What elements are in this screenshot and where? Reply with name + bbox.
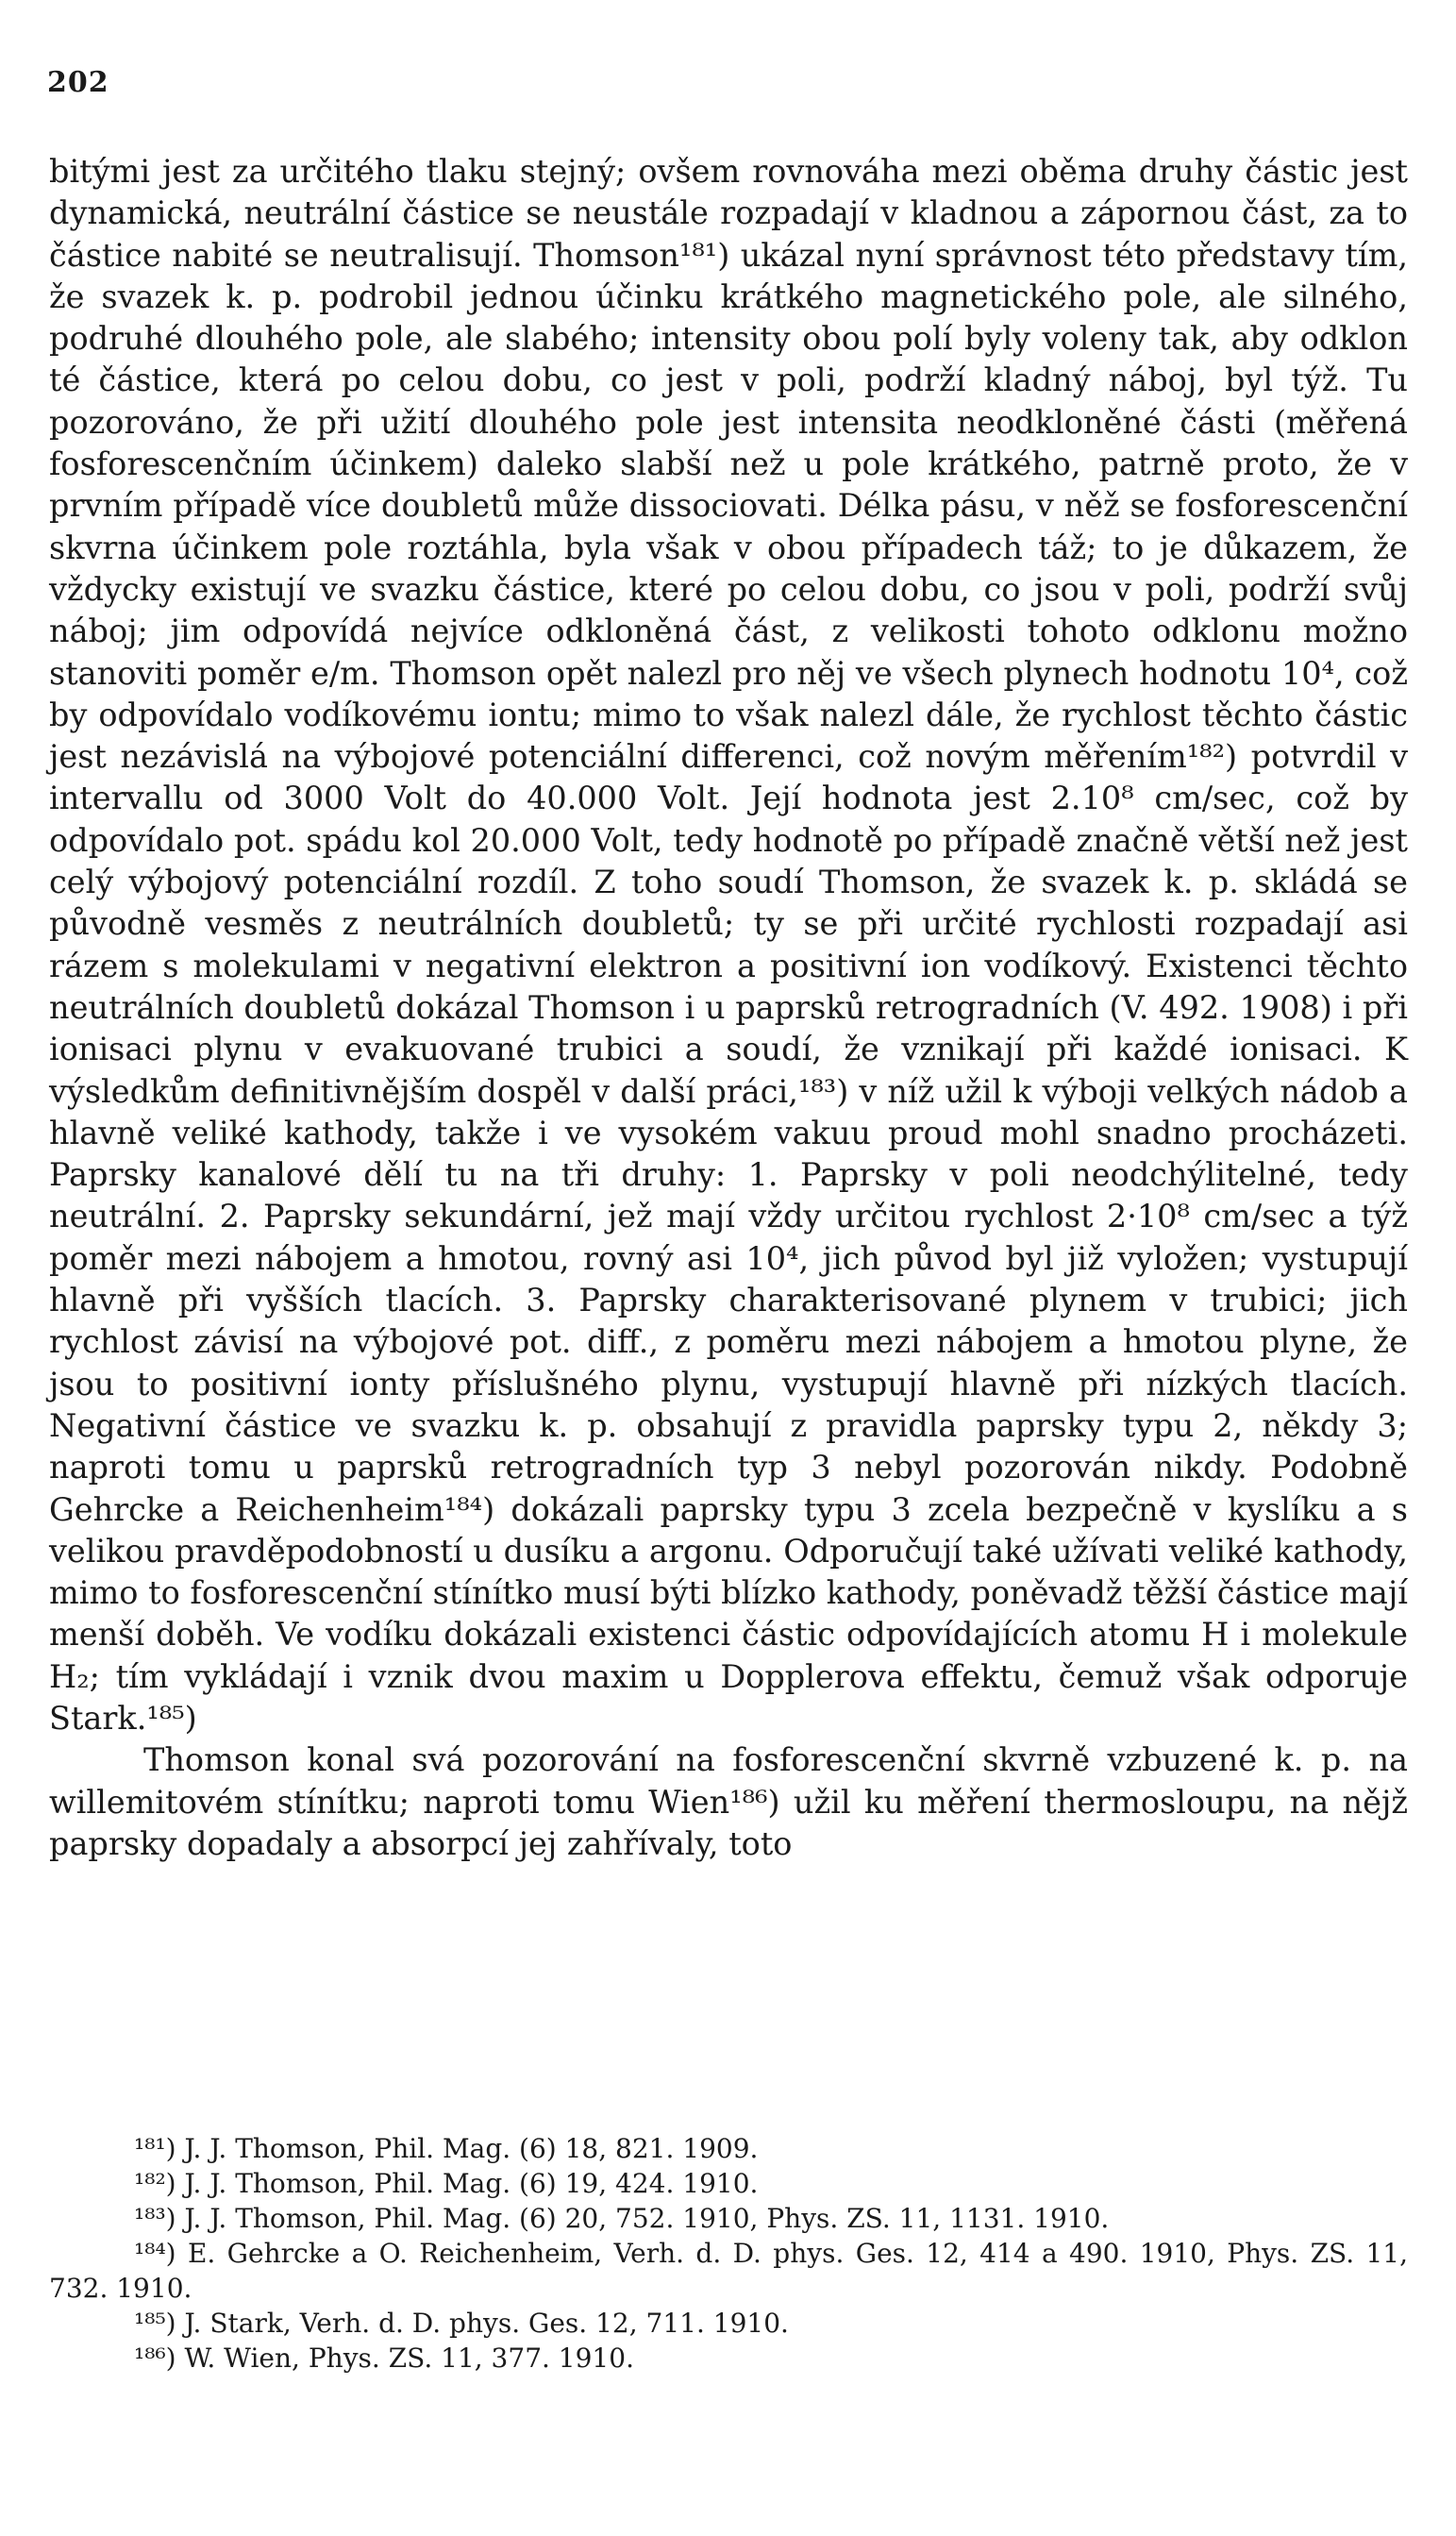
- body-paragraph-1: bitými jest za určitého tlaku stejný; ovšem rovnováha mezi oběma druhy částic jest dynamická, neutrální částice se neustále rozpadají v kladnou a zápornou část, za to částice nabité se neutralisují. Thomson¹⁸¹) ukázal nyní správnost této představy tím, že svazek k. p. podrobil jednou účinku krátkého magnetického pole, ale silného, podruhé dlouhého pole, ale slabého; intensity obou polí byly voleny tak, aby odklon té částice, která po celou dobu, co jest v poli, podrží kladný náboj, byl týž. Tu pozorováno, že při užití dlouhého pole jest intensita neodkloněné části (měřená fosforescenčním účinkem) daleko slabší než u pole krátkého, patrně proto, že v prvním případě více doubletů může dissociovati. Délka pásu, v něž se fosforescenční skvrna účinkem pole roztáhla, byla však v obou případech táž; to je důkazem, že vždycky existují ve svazku částice, které po celou dobu, co jsou v poli, podrží svůj náboj; jim odpovídá nejvíce odkloněná část, z velikosti tohoto odklonu možno stanoviti poměr e/m. Thomson opět nalezl pro něj ve všech plynech hodnotu 10⁴, což by odpovídalo vodíkovému iontu; mimo to však nalezl dále, že rychlost těchto částic jest nezávislá na výbojové potenciální differenci, což novým měřením¹⁸²) potvrdil v intervallu od 3000 Volt do 40.000 Volt. Její hodnota jest 2.10⁸ cm/sec, což by odpovídalo pot. spádu kol 20.000 Volt, tedy hodnotě po případě značně větší než jest celý výbojový potenciální rozdíl. Z toho soudí Thomson, že svazek k. p. skládá se původně vesměs z neutrálních doubletů; ty se při určité rychlosti rozpadají asi rázem s molekulami v negativní elektron a positivní ion vodíkový. Existenci těchto neutrálních doubletů dokázal Thomson i u paprsků retrogradních (V. 492. 1908) i při ionisaci plynu v evakuované trubici a soudí, že vznikají při každé ionisaci. K výsledkům definitivnějším dospěl v další práci,¹⁸³) v níž užil k výboji velkých nádob a hlavně veliké kathody, takže i ve vysokém vakuu proud mohl snadno procházeti. Paprsky kanalové dělí tu na tři druhy: 1. Paprsky v poli neodchýlitelné, tedy neutrální. 2. Paprsky sekundární, jež mají vždy určitou rychlost 2·10⁸ cm/sec a týž poměr mezi nábojem a hmotou, rovný asi 10⁴, jich původ byl již vyložen; vystupují hlavně při vyšších tlacích. 3. Paprsky charakterisované plynem v trubici; jich rychlost závisí na výbojové pot. diff., z poměru mezi nábojem a hmotou plyne, že jsou to positivní ionty příslušného plynu, vystupují hlavně při nízkých tlacích. Negativní částice ve svazku k. p. obsahují z pravidla paprsky typu 2, někdy 3; naproti tomu u paprsků retrogradních typ 3 nebyl pozorován nikdy. Podobně Gehrcke a Reichenheim¹⁸⁴) dokázali paprsky typu 3 zcela bezpečně v kyslíku a s velikou pravděpodobností u dusíku a argonu. Odporučují také užívati veliké kathody, mimo to fosforescenční stínítko musí býti blízko kathody, poněvadž těžší částice mají menší doběh. Ve vodíku dokázali existenci částic odpovídajících atomu H i molekule H₂; tím vykládají i vznik dvou maxim u Dopplerova effektu, čemuž však odporuje Stark.¹⁸⁵): [49, 153, 1408, 1737]
- footnote-186: ¹⁸⁶) W. Wien, Phys. ZS. 11, 377. 1910.: [134, 2343, 634, 2374]
- footnote-181: ¹⁸¹) J. J. Thomson, Phil. Mag. (6) 18, 821. 1909.: [134, 2133, 759, 2164]
- body-text: [49, 151, 1408, 1865]
- body-paragraph-2: Thomson konal svá pozorování na fosforescenční skvrně vzbuzené k. p. na willemitovém stínítku; naproti tomu Wien¹⁸⁶) užil ku měření thermosloupu, na nějž paprsky dopadaly a absorpcí jej zahřívaly, toto: [49, 1741, 1408, 1862]
- footnote-184: ¹⁸⁴) E. Gehrcke a O. Reichenheim, Verh. d. D. phys. Ges. 12, 414 a 490. 1910, Phys. ZS. 11, 732. 1910.: [49, 2238, 1408, 2304]
- footnotes: [49, 2131, 1408, 2376]
- footnote-183: ¹⁸³) J. J. Thomson, Phil. Mag. (6) 20, 752. 1910, Phys. ZS. 11, 1131. 1910.: [134, 2203, 1110, 2234]
- footnote-182: ¹⁸²) J. J. Thomson, Phil. Mag. (6) 19, 424. 1910.: [134, 2168, 759, 2199]
- page-number: 202: [47, 66, 109, 99]
- footnote-185: ¹⁸⁵) J. Stark, Verh. d. D. phys. Ges. 12, 711. 1910.: [134, 2308, 789, 2339]
